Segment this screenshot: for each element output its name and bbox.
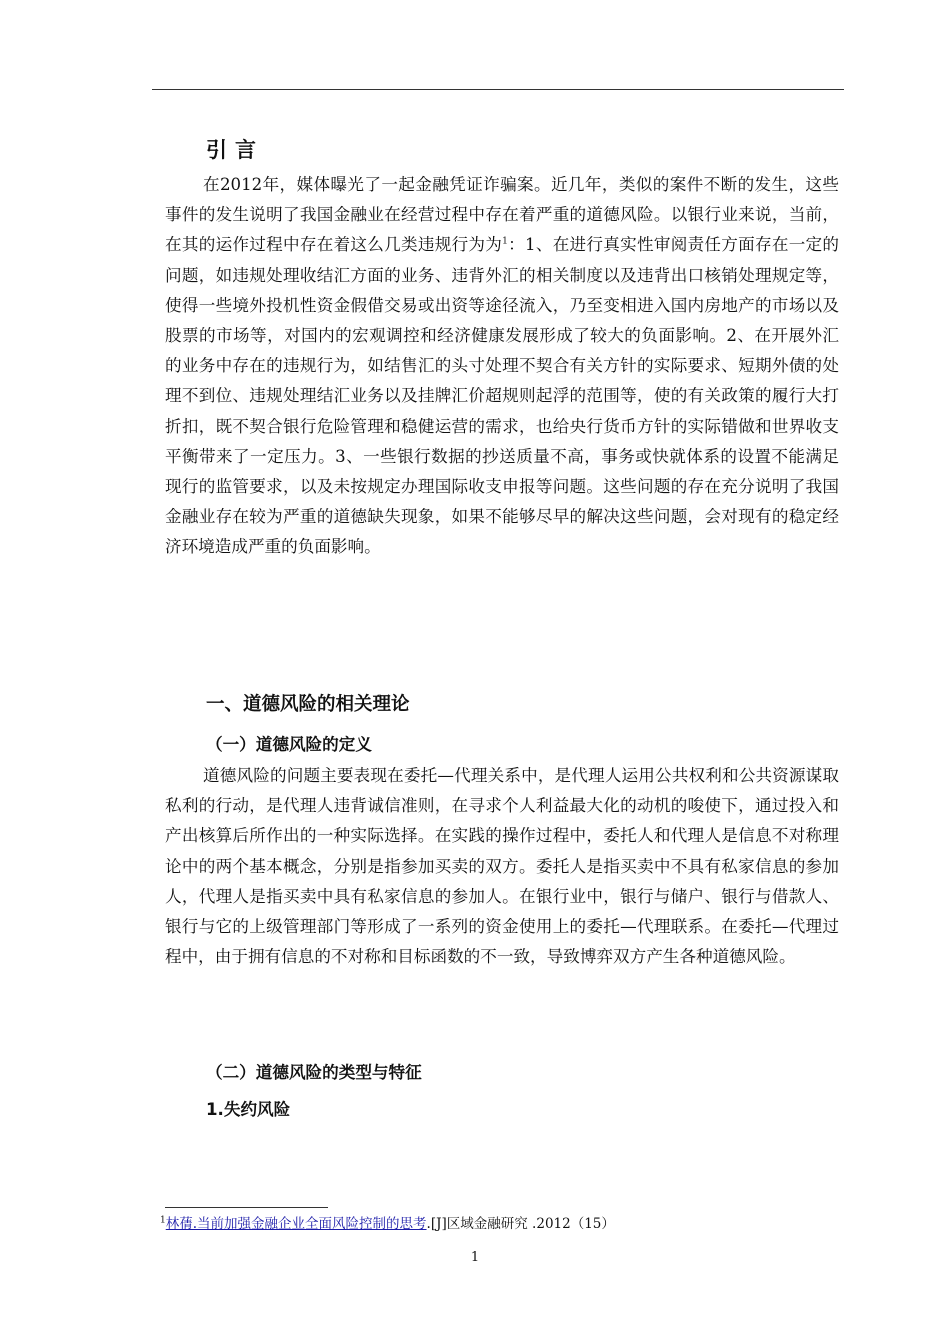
- subsection-heading-definition: （一）道德风险的定义: [206, 735, 372, 754]
- footnote-citation: .[J]区域金融研究 .2012（15）: [426, 1216, 615, 1232]
- footnote-ref-mark[interactable]: 1: [502, 236, 508, 247]
- footnote-link[interactable]: 林蒨.当前加强金融企业全面风险控制的思考: [165, 1216, 427, 1232]
- footnote-mark: 1: [160, 1215, 166, 1226]
- list-heading-default-risk: 1.失约风险: [206, 1100, 291, 1119]
- footnote-separator: [165, 1207, 328, 1208]
- intro-text-part1: 在2012年，媒体曝光了一起金融凭证诈骗案。近几年，类似的案件不断的发生，这些事件的发生说明了我国金融业在经营过程中存在着严重的道德风险。以银行业来说，当前，在其的运作过程中存在着这么几类违规行为为: [165, 175, 839, 255]
- footnote: [160, 1212, 615, 1232]
- subsection-heading-types: （二）道德风险的类型与特征: [206, 1063, 422, 1082]
- section-heading-1: 一、道德风险的相关理论: [206, 694, 410, 715]
- definition-paragraph: 道德风险的问题主要表现在委托—代理关系中，是代理人运用公共权利和公共资源谋取私利的行动，是代理人违背诚信准则，在寻求个人利益最大化的动机的唆使下，通过投入和产出核算后所作出的一种实际选择。在实践的操作过程中，委托人和代理人是信息不对称理论中的两个基本概念，分别是指参加买卖的双方。委托人是指买卖中不具有私家信息的参加人，代理人是指买卖中具有私家信息的参加人。在银行业中，银行与储户、银行与借款人、银行与它的上级管理部门等形成了一系列的资金使用上的委托—代理联系。在委托—代理过程中，由于拥有信息的不对称和目标函数的不一致，导致博弈双方产生各种道德风险。: [165, 766, 839, 967]
- header-rule: [152, 89, 844, 90]
- section-title-intro: 引言: [206, 138, 264, 162]
- page-number: 1: [470, 1250, 480, 1265]
- intro-paragraph: [165, 170, 839, 563]
- intro-text-part2: ：1、在进行真实性审阅责任方面存在一定的问题，如违规处理收结汇方面的业务、违背外汇的相关制度以及违背出口核销处理规定等，使得一些境外投机性资金假借交易或出资等途径流入，乃至变相进入国内房地产的市场以及股票的市场等，对国内的宏观调控和经济健康发展形成了较大的负面影响。2、在开展外汇的业务中存在的违规行为，如结售汇的头寸处理不契合有关方针的实际要求、短期外债的处理不到位、违规处理结汇业务以及挂牌汇价超规则起浮的范围等，使的有关政策的履行大打折扣，既不契合银行危险管理和稳健运营的需求，也给央行货币方针的实际错做和世界收支平衡带来了一定压力。3、一些银行数据的抄送质量不高，事务或快就体系的设置不能满足现行的监管要求，以及未按规定办理国际收支申报等问题。这些问题的存在充分说明了我国金融业存在较为严重的道德缺失现象，如果不能够尽早的解决这些问题，会对现有的稳定经济环境造成严重的负面影响。: [165, 235, 840, 557]
